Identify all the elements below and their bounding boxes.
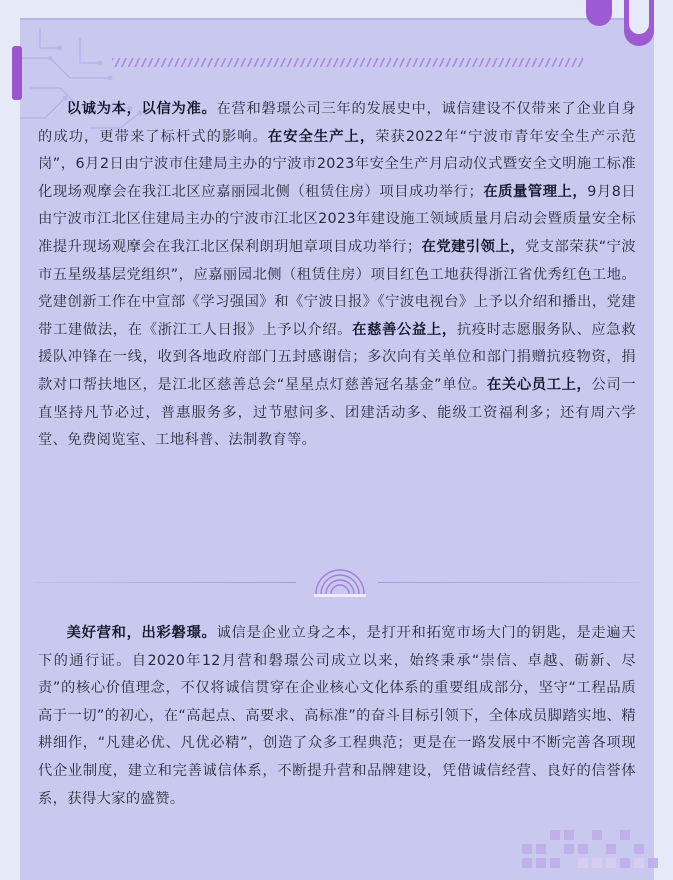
divider-line-left [34,582,296,583]
body-text: 在营和磐璟公司三年的发展史中，诚信建设不仅带来了企业自身的成功，更带来了标杆式的影响。 [38,101,637,145]
body-text: 公司一直坚持凡节必过，普惠服务多，过节慰问多、团建活动多、能级工资福利多；还有周六学堂、免费阅览室、工地科普、法制教育等。 [38,376,636,449]
bold-lead-phrase: 在慈善公益上， [352,321,457,338]
bold-lead-phrase: 以诚为本，以信为准。 [66,101,217,117]
body-text: 9月8日由宁波市江北区住建局主办的宁波市江北区2023年建设施工领域质量月启动会暨质量安全标准提升现场观摩会在我江北区保利朗玥旭章项目成功举行； [38,183,637,255]
wave-cloud-icon [310,568,370,598]
divider-line-right [378,582,640,583]
bold-lead-phrase: 在关心员工上， [486,376,592,393]
paragraph-integrity-achievements [38,96,636,455]
article-card [20,18,654,880]
body-text: 诚信是企业立身之本，是打开和拓宽市场大门的钥匙，是走遍天下的通行证。自2020年12月营和磐璟公司成立以来，始终秉承“崇信、卓越、砺新、尽责”的核心价值理念，不仅将诚信贯穿在企业核心文化体系的重要组成部分，坚守“工程品质高于一切”的初心，在“高起点、高要求、高标准”的奋斗目标引领下，全体成员脚踏实地、精耕细作，“凡建必优、凡优必精”，创造了众多工程典范；更是在一路发展中不断完善各项现代企业制度，建立和完善诚信体系，不断提升营和品牌建设，凭借诚信经营、良好的信誉体系，获得大家的盛赞。 [38,625,637,807]
body-text: 荣获2022年“宁波市青年安全生产示范岗”，6月2日由宁波市住建局主办的宁波市2023年安全生产月启动仪式暨安全文明施工标准化现场观摩会在我江北区应嘉丽园北侧（租赁住房）项目成功举行； [38,128,636,200]
pixel-block-icon [512,822,672,880]
bold-lead-phrase: 在安全生产上， [267,128,376,145]
bold-lead-phrase: 美好营和，出彩磐璟。 [66,625,217,641]
diagonal-stripe-band [112,58,584,67]
bold-lead-phrase: 在党建引领上， [421,238,525,255]
bold-lead-phrase: 在质量管理上， [483,183,588,200]
side-accent-bar [12,46,22,100]
body-text: 党支部荣获“宁波市五星级基层党组织”，应嘉丽园北侧（租赁住房）项目红色工地获得浙江省优秀红色工地。党建创新工作在中宣部《学习强国》和《宁波日报》《宁波电视台》上予以介绍和播出，党建带工建做法，在《浙江工人日报》上予以介绍。 [38,238,636,338]
section-divider [34,568,640,598]
corner-pill-right [624,0,654,46]
paragraph-integrity-foundation [38,620,636,813]
body-text: 抗疫时志愿服务队、应急救援队冲锋在一线，收到各地政府部门五封感谢信；多次向有关单位和部门捐赠抗疫物资，捐款对口帮扶地区，是江北区慈善总会“星星点灯慈善冠名基金”单位。 [38,321,636,393]
corner-pill-left [586,0,612,26]
